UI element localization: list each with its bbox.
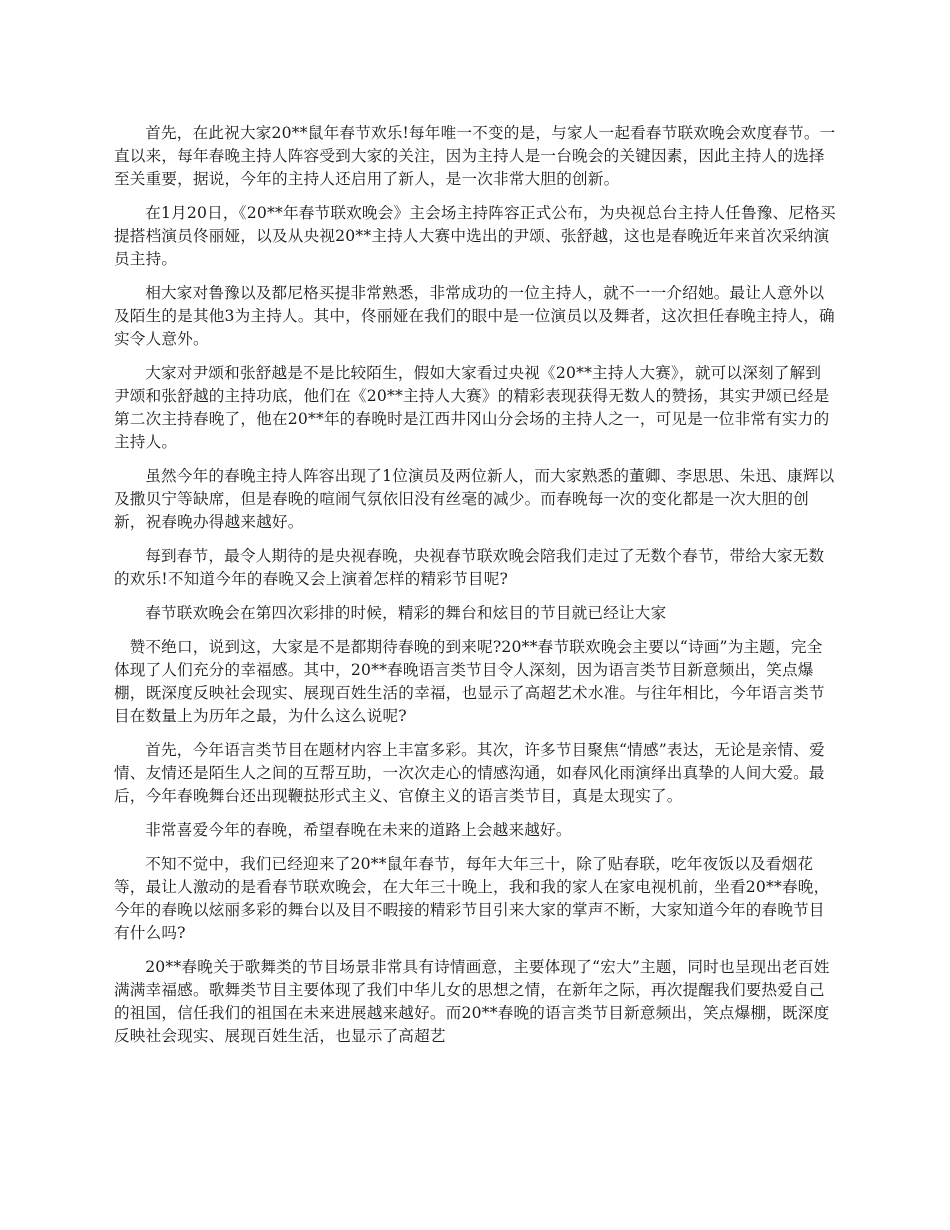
- paragraph-12: 20**春晚关于歌舞类的节目场景非常具有诗情画意，主要体现了“宏大”主题，同时也呈现出老百姓满满幸福感。歌舞类节目主要体现了我们中华儿女的思想之情，在新年之际，再次提醒我们要热爱自己的祖国，信任我们的祖国在未来进展越来越好。而20**春晚的语言类节目新意频出，笑点爆棚，既深度反映社会现实、展现百姓生活，也显示了高超艺: [114, 958, 830, 1045]
- document-body: [114, 122, 836, 1059]
- paragraph-8: 赞不绝口，说到这，大家是不是都期待春晚的到来呢?20**春节联欢晚会主要以“诗画”为主题，完全体现了人们充分的幸福感。其中，20**春晚语言类节目令人深刻，因为语言类节目新意频出，笑点爆棚，既深度反映社会现实、展现百姓生活的幸福，也显示了高超艺术水准。与往年相比，今年语言类节目在数量上为历年之最，为什么这么说呢?: [114, 638, 825, 725]
- paragraph-2: 在1月20日，《20**年春节联欢晚会》主会场主持阵容正式公布，为央视总台主持人任鲁豫、尼格买提搭档演员佟丽娅，以及从央视20**主持人大赛中选出的尹颂、张舒越，这也是春晚近年来首次采纳演员主持。: [114, 204, 836, 268]
- paragraph-10: 非常喜爱今年的春晚，希望春晚在未来的道路上会越来越好。: [145, 821, 572, 839]
- paragraph-4: 大家对尹颂和张舒越是不是比较陌生，假如大家看过央视《20**主持人大赛》，就可以深刻了解到尹颂和张舒越的主持功底，他们在《20**主持人大赛》的精彩表现获得无数人的赞扬，其实尹颂已经是第二次主持春晚了，他在20**年的春晚时是江西井冈山分会场的主持人之一，可见是一位非常有实力的主持人。: [114, 364, 830, 451]
- paragraph-9: 首先，今年语言类节目在题材内容上丰富多彩。其次，许多节目聚焦“情感”表达，无论是亲情、爱情、友情还是陌生人之间的互帮互助，一次次走心的情感沟通，如春风化雨演绎出真挚的人间大爱。最后，今年春晚舞台还出现鞭挞形式主义、官僚主义的语言类节目，真是太现实了。: [114, 741, 825, 805]
- paragraph-7: 春节联欢晚会在第四次彩排的时候，精彩的舞台和炫目的节目就已经让大家: [145, 604, 667, 622]
- paragraph-6: 每到春节，最令人期待的是央视春晚，央视春节联欢晚会陪我们走过了无数个春节，带给大家无数的欢乐!不知道今年的春晚又会上演着怎样的精彩节目呢?: [114, 547, 825, 588]
- paragraph-11: 不知不觉中，我们已经迎来了20**鼠年春节，每年大年三十，除了贴春联，吃年夜饭以及看烟花等，最让人激动的是看春节联欢晚会，在大年三十晚上，我和我的家人在家电视机前，坐看20**春晚，今年的春晚以炫丽多彩的舞台以及目不暇接的精彩节目引来大家的掌声不断，大家知道今年的春晚节目有什么吗?: [114, 855, 830, 942]
- paragraph-1: 首先，在此祝大家20**鼠年春节欢乐!每年唯一不变的是，与家人一起看春节联欢晚会欢度春节。一直以来，每年春晚主持人阵容受到大家的关注，因为主持人是一台晚会的关键因素，因此主持人的选择至关重要，据说，今年的主持人还启用了新人，是一次非常大胆的创新。: [114, 124, 836, 188]
- paragraph-3: 相大家对鲁豫以及都尼格买提非常熟悉，非常成功的一位主持人，就不一一介绍她。最让人意外以及陌生的是其他3为主持人。其中，佟丽娅在我们的眼中是一位演员以及舞者，这次担任春晚主持人，确实令人意外。: [114, 284, 835, 348]
- paragraph-5: 虽然今年的春晚主持人阵容出现了1位演员及两位新人，而大家熟悉的董卿、李思思、朱迅、康辉以及撒贝宁等缺席，但是春晚的喧闹气氛依旧没有丝毫的减少。而春晚每一次的变化都是一次大胆的创新，祝春晚办得越来越好。: [114, 467, 835, 531]
